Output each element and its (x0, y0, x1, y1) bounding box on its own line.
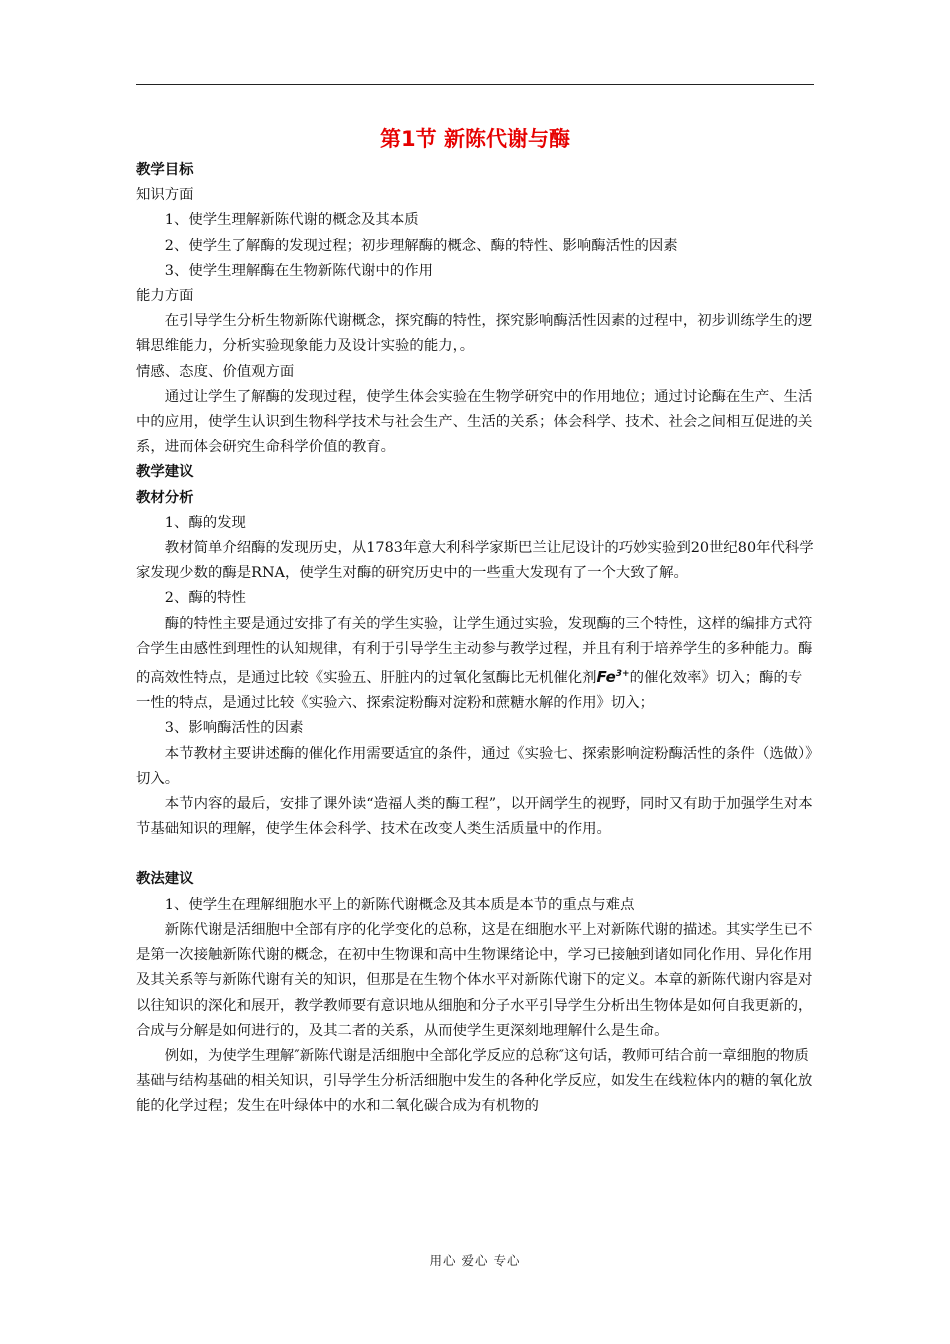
method-heading: 教法建议 (136, 871, 194, 888)
knowledge-item-3: 3、使学生理解酶在生物新陈代谢中的作用 (164, 262, 433, 279)
emotion-heading: 情感、态度、价值观方面 (136, 363, 295, 380)
material-3-paragraph: 本节教材主要讲述酶的催化作用需要适宜的条件，通过《实验七、探索影响淀粉酶活性的条件（选做）》切入。 (136, 745, 813, 787)
page-title: 第1节 新陈代谢与酶 (380, 127, 570, 151)
fe-charge: 3+ (615, 669, 630, 680)
material-end-paragraph: 本节内容的最后，安排了课外读“造福人类的酶工程”，以开阔学生的视野，同时又有助于加强学生对本节基础知识的理解，使学生体会科学、技术在改变人类生活质量中的作用。 (136, 796, 813, 838)
document-body (136, 158, 816, 1120)
suggestion-heading: 教学建议 (136, 464, 194, 481)
material-3-title: 3、影响酶活性的因素 (164, 720, 304, 737)
ability-paragraph: 在引导学生分析生物新陈代谢概念，探究酶的特性，探究影响酶活性因素的过程中，初步训练学生的逻辑思维能力，分析实验现象能力及设计实验的能力，。 (136, 313, 813, 355)
fe3-formula (597, 668, 630, 686)
material-heading: 教材分析 (136, 489, 194, 506)
method-1-title: 1、使学生在理解细胞水平上的新陈代谢概念及其本质是本节的重点与难点 (164, 896, 635, 913)
material-2-paragraph (136, 612, 816, 717)
goals-heading: 教学目标 (136, 162, 194, 178)
material-1-title: 1、酶的发现 (164, 514, 246, 531)
material-2-text-a: 酶的特性主要是通过安排了有关的学生实验，让学生通过实验，发现酶的三个特性，这样的编排方式符合学生由感性到理性的认知规律，有利于引导学生主动参与教学过程，并且有利于培养学生的多种能力。酶的高效性特点，是通过比较《实验五、肝脏内的过氧化氢酶比无机催化剂 (136, 615, 813, 687)
fe-base: Fe (596, 668, 616, 687)
method-1-paragraph: 新陈代谢是活细胞中全部有序的化学变化的总称，这是在细胞水平上对新陈代谢的描述。其实学生已不是第一次接触新陈代谢的概念，在初中生物课和高中生物课绪论中，学习已接触到诸如同化作用、异化作用及其关系等与新陈代谢有关的知识，但那是在生物个体水平对新陈代谢下的定义。本章的新陈代谢内容是对以往知识的深化和展开，教学教师要有意识地从细胞和分子水平引导学生分析出生物体是如何自我更新的，合成与分解是如何进行的，及其二者的关系，从而使学生更深刻地理解什么是生命。 (136, 921, 813, 1039)
material-2-title: 2、酶的特性 (164, 590, 246, 607)
ability-heading: 能力方面 (136, 288, 194, 305)
knowledge-heading: 知识方面 (136, 187, 194, 204)
knowledge-item-2: 2、使学生了解酶的发现过程；初步理解酶的概念、酶的特性、影响酶活性的因素 (164, 237, 678, 254)
emotion-paragraph: 通过让学生了解酶的发现过程，使学生体会实验在生物学研究中的作用地位；通过讨论酶在生产、生活中的应用，使学生认识到生物科学技术与社会生产、生活的关系；体会科学、技术、社会之间相互促进的关系，进而体会研究生命科学价值的教育。 (136, 388, 813, 456)
page-footer: 用心 爱心 专心 (429, 1253, 521, 1268)
method-example-paragraph: 例如，为使学生理解″新陈代谢是活细胞中全部化学反应的总称″这句话，教师可结合前一章细胞的物质基础与结构基础的相关知识，引导学生分析活细胞中发生的各种化学反应，如发生在线粒体内的糖的氧化放能的化学过程；发生在叶绿体中的水和二氧化碳合成为有机物的 (136, 1047, 813, 1115)
header-rule (136, 84, 814, 85)
material-2-text-b: 的催化效率》切入；酶的专一性的特点，是通过比较《实验六、探索淀粉酶对淀粉和蔗糖水解的作用》切入； (136, 670, 803, 712)
material-1-paragraph: 教材简单介绍酶的发现历史，从1783年意大利科学家斯巴兰让尼设计的巧妙实验到20世纪80年代科学家发现少数的酶是RNA，使学生对酶的研究历史中的一些重大发现有了一个大致了解。 (136, 540, 814, 582)
knowledge-item-1: 1、使学生理解新陈代谢的概念及其本质 (164, 212, 419, 229)
section-gap (136, 842, 816, 867)
